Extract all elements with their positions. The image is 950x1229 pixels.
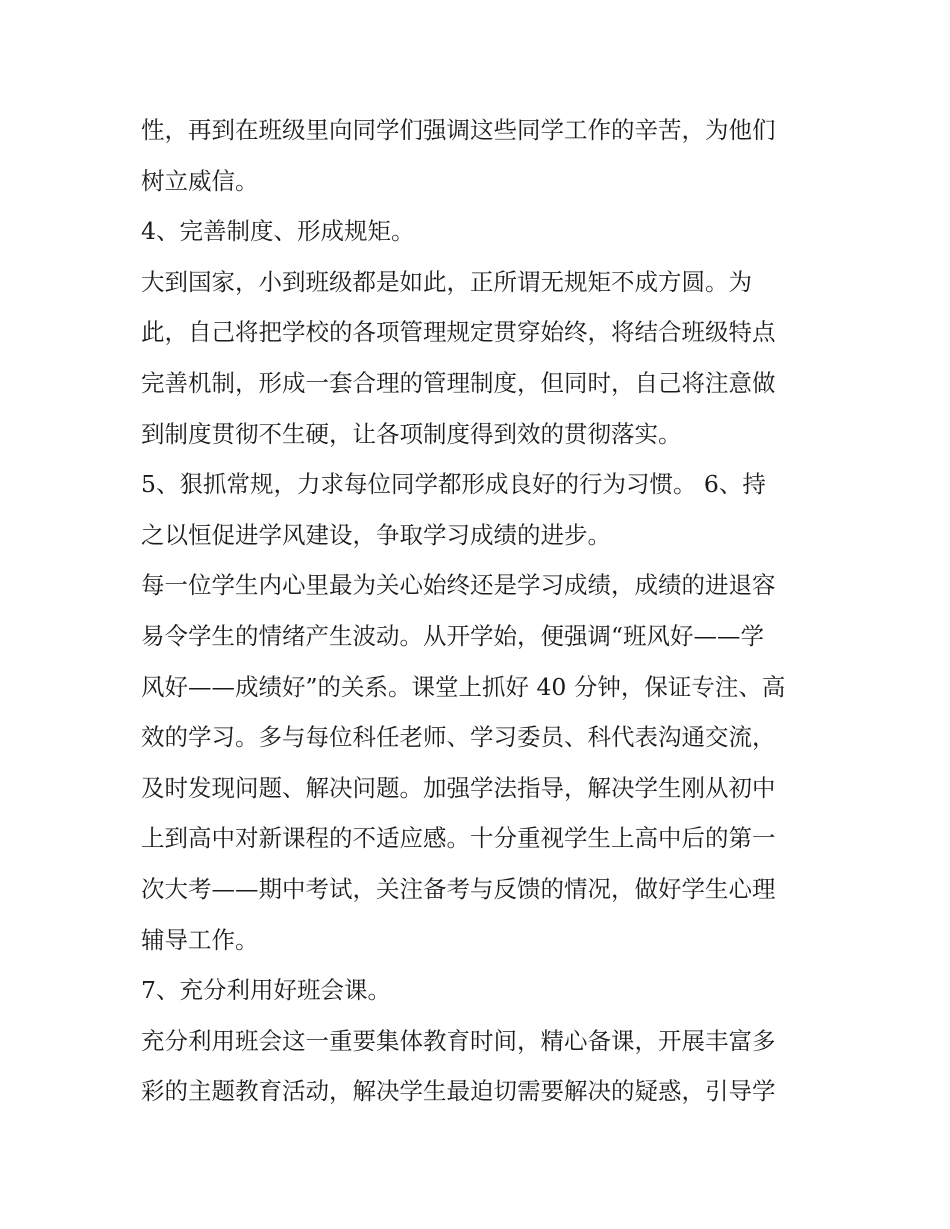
text-line: 辅导工作。 <box>141 925 259 954</box>
section-heading: 7、充分利用好班会课。 <box>141 976 391 1005</box>
text-line: 彩的主题教育活动，解决学生最迫切需要解决的疑惑，引导学 <box>141 1077 776 1106</box>
text-line: 充分利用班会这一重要集体教育时间，精心备课，开展丰富多 <box>141 1026 776 1055</box>
text-line: 次大考——期中考试，关注备考与反馈的情况，做好学生心理 <box>141 874 776 903</box>
section-heading: 之以恒促进学风建设，争取学习成绩的进步。 <box>141 520 611 549</box>
document-body <box>141 105 821 1117</box>
text-line: 易令学生的情绪产生波动。从开学始，便强调“班风好——学 <box>141 621 765 650</box>
text-line: 每一位学生内心里最为关心始终还是学习成绩，成绩的进退容 <box>141 571 776 600</box>
text-line: 完善机制，形成一套合理的管理制度，但同时，自己将注意做 <box>141 368 776 397</box>
text-line: 树立威信。 <box>141 166 259 195</box>
text-line: 性，再到在班级里向同学们强调这些同学工作的辛苦，为他们 <box>141 116 776 144</box>
text-line: 风好——成绩好”的关系。课堂上抓好 40 分钟，保证专注、高 <box>141 672 786 701</box>
text-line: 效的学习。多与每位科任老师、学习委员、科代表沟通交流， <box>141 723 776 752</box>
text-line: 到制度贯彻不生硬，让各项制度得到效的贯彻落实。 <box>141 419 682 448</box>
section-heading: 5、狠抓常规，力求每位同学都形成良好的行为习惯。 6、持 <box>141 470 766 499</box>
text-line: 大到国家，小到班级都是如此，正所谓无规矩不成方圆。为 <box>141 267 752 296</box>
text-line: 上到高中对新课程的不适应感。十分重视学生上高中后的第一 <box>141 824 776 853</box>
text-line: 及时发现问题、解决问题。加强学法指导，解决学生刚从初中 <box>141 773 776 802</box>
text-line: 此，自己将把学校的各项管理规定贯穿始终，将结合班级特点 <box>141 318 776 347</box>
section-heading: 4、完善制度、形成规矩。 <box>141 217 415 246</box>
